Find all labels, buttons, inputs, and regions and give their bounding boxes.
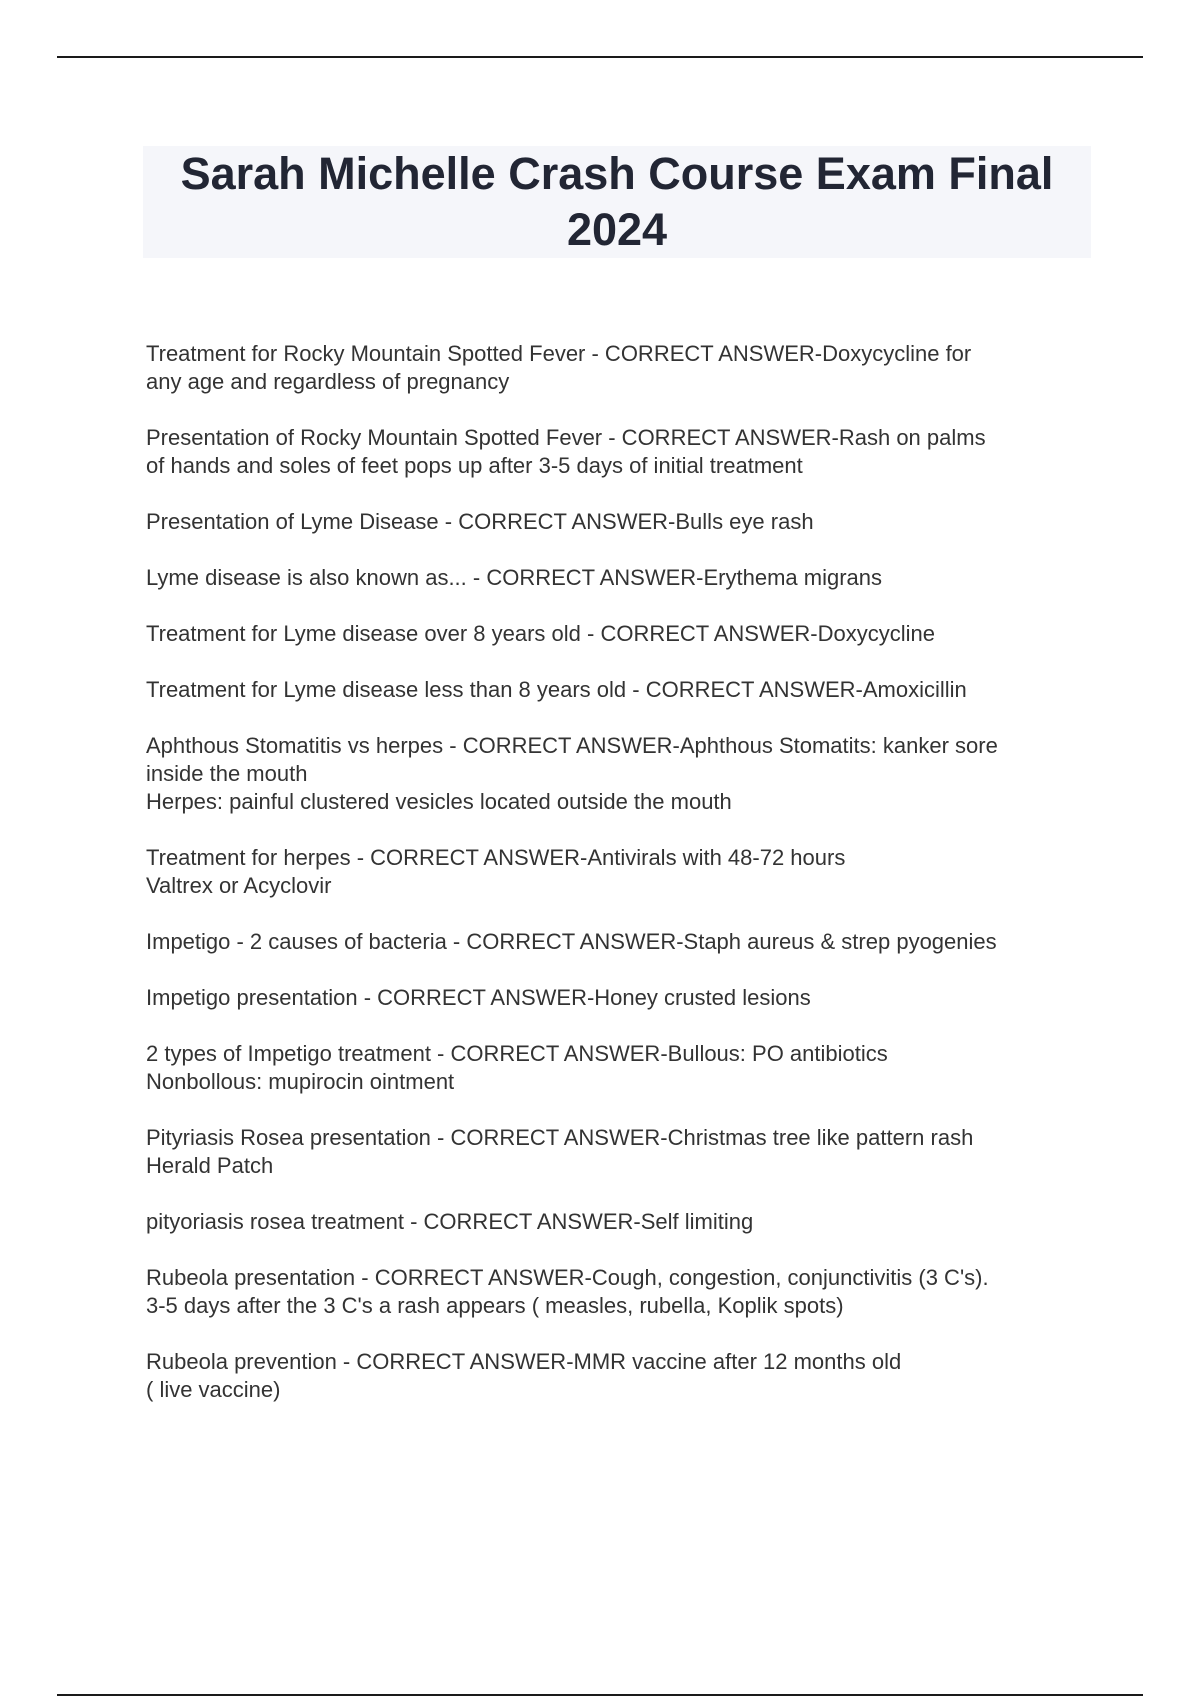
qa-item: Impetigo - 2 causes of bacteria - CORRECT ANSWER-Staph aureus & strep pyogenies: [146, 929, 997, 954]
qa-item: Lyme disease is also known as... - CORRECT ANSWER-Erythema migrans: [146, 565, 883, 590]
page-title: Sarah Michelle Crash Course Exam Final 2024: [180, 148, 1054, 255]
qa-item: Presentation of Rocky Mountain Spotted Fever - CORRECT ANSWER-Rash on palms of hands and soles of feet pops up after 3-5 days of initial treatment: [146, 425, 986, 478]
qa-item: Aphthous Stomatitis vs herpes - CORRECT ANSWER-Aphthous Stomatits: kanker sore inside the mouth Herpes: painful clustered vesicles located outside the mouth: [146, 733, 998, 814]
qa-item: Treatment for herpes - CORRECT ANSWER-Antivirals with 48-72 hours Valtrex or Acyclovir: [146, 845, 846, 898]
qa-item: Presentation of Lyme Disease - CORRECT ANSWER-Bulls eye rash: [146, 509, 814, 534]
qa-item: Treatment for Lyme disease less than 8 years old - CORRECT ANSWER-Amoxicillin: [146, 677, 967, 702]
qa-item: Treatment for Rocky Mountain Spotted Fever - CORRECT ANSWER-Doxycycline for any age and regardless of pregnancy: [146, 341, 972, 394]
qa-item: Treatment for Lyme disease over 8 years old - CORRECT ANSWER-Doxycycline: [146, 621, 935, 646]
title-banner: [143, 146, 1091, 258]
qa-item: Rubeola presentation - CORRECT ANSWER-Cough, congestion, conjunctivitis (3 C's). 3-5 days after the 3 C's a rash appears ( measles, rubella, Koplik spots): [146, 1265, 989, 1318]
qa-item: pityoriasis rosea treatment - CORRECT ANSWER-Self limiting: [146, 1209, 754, 1234]
qa-item: Rubeola prevention - CORRECT ANSWER-MMR vaccine after 12 months old ( live vaccine): [146, 1349, 902, 1402]
top-rule: [57, 56, 1143, 58]
qa-item: 2 types of Impetigo treatment - CORRECT ANSWER-Bullous: PO antibiotics Nonbollous: mupirocin ointment: [146, 1041, 888, 1094]
qa-item: Pityriasis Rosea presentation - CORRECT ANSWER-Christmas tree like pattern rash Herald Patch: [146, 1125, 974, 1178]
qa-item: Impetigo presentation - CORRECT ANSWER-Honey crusted lesions: [146, 985, 811, 1010]
qa-list: [146, 340, 1096, 1432]
bottom-rule: [57, 1694, 1143, 1696]
